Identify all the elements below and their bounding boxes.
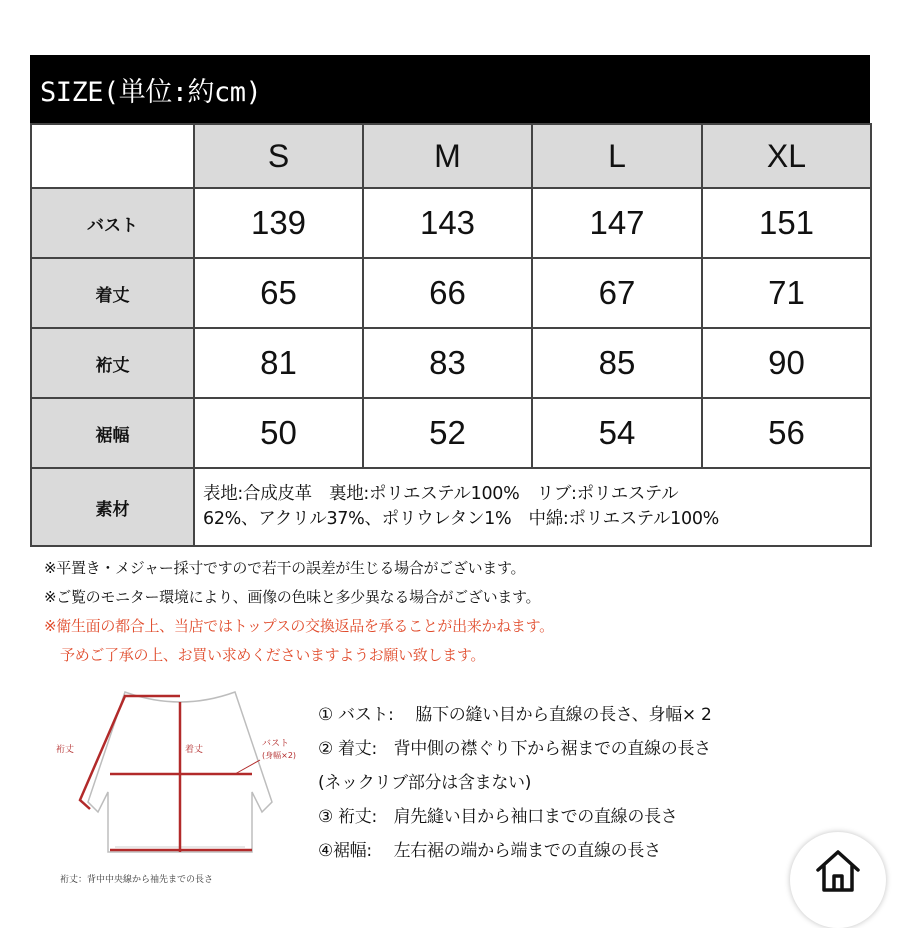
row-header: バスト — [31, 188, 194, 258]
row-header: 着丈 — [31, 258, 194, 328]
material-cell — [194, 468, 871, 546]
legend-item-yuki: ③ 裄丈: 肩先縫い目から袖口までの直線の長さ — [318, 807, 678, 827]
label-yuki: 裄丈 — [56, 745, 75, 755]
legend-item-hem: ④裾幅: 左右裾の端から端までの直線の長さ — [318, 841, 661, 861]
label-bust-sub: (身幅×2) — [262, 751, 297, 760]
table-cell: 147 — [532, 188, 702, 258]
jacket-illustration — [40, 682, 320, 892]
legend-item-kitake-note: (ネックリブ部分は含まない) — [318, 773, 532, 793]
measurement-diagram — [40, 682, 320, 892]
home-icon — [814, 848, 862, 896]
note-measurement: ※平置き・メジャー採寸ですので若干の誤差が生じる場合がございます。 — [44, 559, 526, 577]
table-cell: 90 — [702, 328, 871, 398]
table-header-row — [31, 124, 871, 188]
material-row — [31, 468, 871, 546]
corner-cell — [31, 124, 194, 188]
table-title: SIZE(単位:約cm) — [30, 55, 870, 123]
table-cell: 81 — [194, 328, 363, 398]
table-cell: 56 — [702, 398, 871, 468]
table-cell: 71 — [702, 258, 871, 328]
table-cell: 85 — [532, 328, 702, 398]
home-button[interactable] — [790, 832, 886, 928]
diagram-caption: 裄丈：背中中央線から袖先までの長さ — [60, 875, 214, 885]
note-no-returns: ※衛生面の都合上、当店ではトップスの交換返品を承ることが出来かねます。 — [44, 617, 554, 635]
material-line: 62%、アクリル37%、ポリウレタン1% 中綿:ポリエステル100% — [203, 509, 719, 529]
table-cell: 52 — [363, 398, 532, 468]
column-header: M — [363, 124, 532, 188]
table-row — [31, 328, 871, 398]
legend-item-bust: ① バスト: 脇下の縫い目から直線の長さ、身幅× 2 — [318, 705, 712, 725]
label-bust: バスト — [262, 739, 290, 749]
table-cell: 139 — [194, 188, 363, 258]
table-row — [31, 188, 871, 258]
legend-item-kitake: ② 着丈: 背中側の襟ぐり下から裾までの直線の長さ — [318, 739, 711, 759]
notes — [44, 554, 554, 670]
row-header: 裄丈 — [31, 328, 194, 398]
column-header: XL — [702, 124, 871, 188]
row-header: 素材 — [31, 468, 194, 546]
table-row — [31, 398, 871, 468]
measurement-legend — [318, 698, 711, 868]
row-header: 裾幅 — [31, 398, 194, 468]
table-cell: 83 — [363, 328, 532, 398]
column-header: S — [194, 124, 363, 188]
table-cell: 54 — [532, 398, 702, 468]
table-cell: 66 — [363, 258, 532, 328]
table-cell: 151 — [702, 188, 871, 258]
size-table — [30, 123, 872, 547]
label-kitake: 着丈 — [185, 745, 204, 755]
note-monitor: ※ご覧のモニター環境により、画像の色味と多少異なる場合がございます。 — [44, 588, 541, 606]
material-line: 表地:合成皮革 裏地:ポリエステル100% リブ:ポリエステル — [203, 484, 679, 504]
note-no-returns-cont: 予めご了承の上、お買い求めくださいますようお願い致します。 — [60, 646, 486, 664]
table-cell: 50 — [194, 398, 363, 468]
column-header: L — [532, 124, 702, 188]
table-cell: 65 — [194, 258, 363, 328]
table-cell: 143 — [363, 188, 532, 258]
table-cell: 67 — [532, 258, 702, 328]
table-row — [31, 258, 871, 328]
